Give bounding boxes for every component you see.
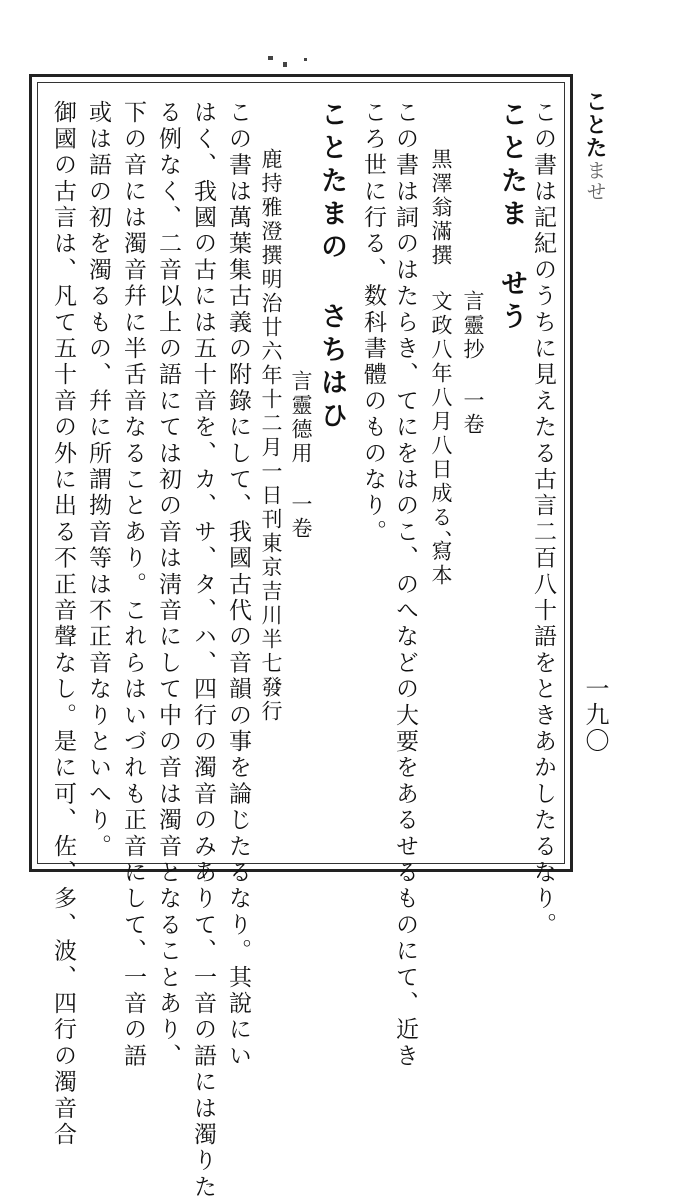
entry-form-1: 寫本 <box>429 540 453 588</box>
page-number: 一九〇 <box>581 676 609 754</box>
ink-speck <box>304 58 307 61</box>
text-column-8: 或は語の初を濁るもの、幷に所謂拗音等は不正音なりといへり。 <box>85 100 111 860</box>
text-column-1: この書は記紀のうちに見えたる古言二百八十語をときあかしたるなり。 <box>530 100 556 939</box>
running-head-faint: ませ <box>583 160 607 202</box>
running-head: ことた <box>582 90 608 159</box>
entry-title-gensho: 言靈抄 一卷 <box>461 290 485 437</box>
entry-heading-kotodama-shou: ことたま せう <box>496 100 527 335</box>
text-column-2: この書は詞のはたらき、てにをはのこ、のへなどの大要をあるせるものにて、近き <box>392 100 418 1070</box>
entry-author-2: 鹿持雅澄撰 <box>259 148 283 268</box>
ink-speck <box>268 56 273 60</box>
entry-title-gentokuyou: 言靈德用 一卷 <box>289 370 313 541</box>
text-column-6: る例なく、二音以上の語にては初の音は淸音にして中の音は濁音となることあり、 <box>155 100 181 1070</box>
entry-heading-kotodama-sachihahi: ことたまの さちはひ <box>316 100 347 434</box>
entry-date-2: 明治廿六年十二月一日刊東京吉川半七發行 <box>259 268 283 724</box>
entry-author-1: 黒澤翁滿撰 <box>429 148 453 268</box>
text-column-3: ころ世に行る、数科書體のものなり。 <box>360 100 386 546</box>
text-column-7: 下の音には濁音幷に半舌音なることあり。これらはいづれも正音にして、一音の語 <box>120 100 146 1070</box>
text-column-4: この書は萬葉集古義の附錄にして、我國古代の音韻の事を論じたるなり。其說にい <box>225 100 251 1070</box>
text-column-5: はく、我國の古には五十音を、カ、サ、タ、ハ、四行の濁音のみありて、一音の語には濁りた <box>190 100 216 1200</box>
entry-date-1: 文政八年八月八日成る、 <box>429 290 453 554</box>
text-column-9: 御國の古言は、凡て五十音の外に出る不正音聲なし。是に可、佐、多、波、四行の濁音合 <box>50 100 76 1148</box>
ink-speck <box>283 62 287 67</box>
